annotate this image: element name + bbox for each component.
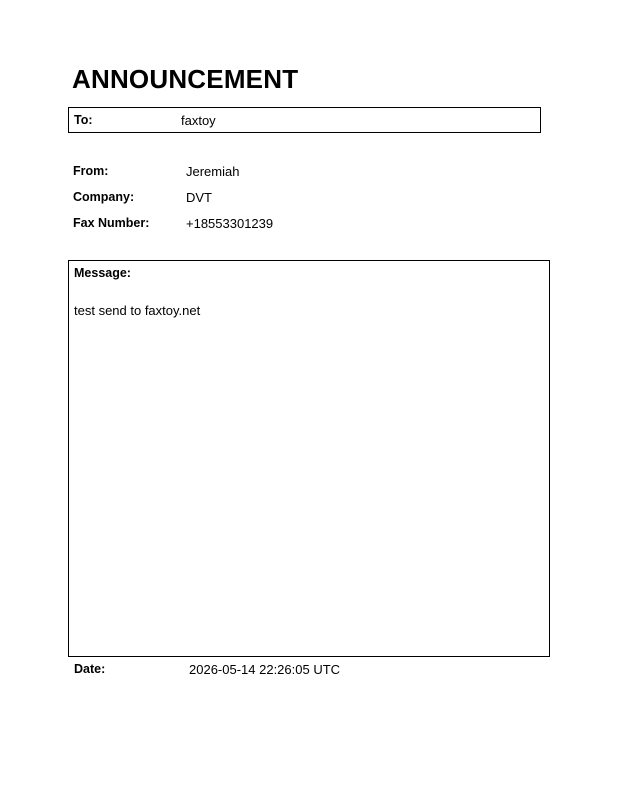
to-field-box [68,107,541,133]
message-box [68,260,550,657]
message-body: test send to faxtoy.net [74,303,201,318]
company-value: DVT [186,190,212,205]
message-label: Message: [74,266,131,280]
date-value: 2026-05-14 22:26:05 UTC [189,662,341,677]
company-label: Company: [73,190,135,204]
date-label: Date: [74,662,106,676]
from-value: Jeremiah [186,164,240,179]
fax-number-label: Fax Number: [73,216,150,230]
from-label: From: [73,164,109,178]
fax-number-value: +18553301239 [186,216,274,231]
to-label: To: [74,113,93,127]
to-value: faxtoy [181,113,216,128]
page-title: ANNOUNCEMENT [72,64,299,94]
